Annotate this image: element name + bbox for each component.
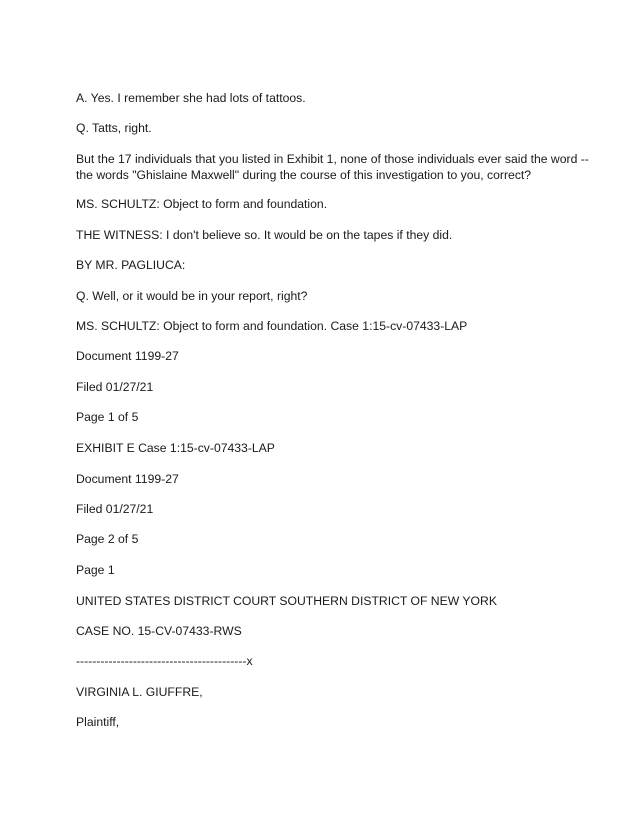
text-line: VIRGINIA L. GIUFFRE, (76, 685, 203, 699)
text-line: Filed 01/27/21 (76, 380, 154, 394)
text-line: CASE NO. 15-CV-07433-RWS (76, 624, 242, 638)
text-line: Page 2 of 5 (76, 532, 139, 546)
text-line: Page 1 of 5 (76, 410, 139, 424)
text-line: EXHIBIT E Case 1:15-cv-07433-LAP (76, 441, 275, 455)
text-line: Plaintiff, (76, 715, 120, 729)
text-line: Page 1 (76, 563, 115, 577)
text-line: Document 1199-27 (76, 349, 179, 363)
text-line: Document 1199-27 (76, 472, 179, 486)
text-line: THE WITNESS: I don't believe so. It would be on the tapes if they did. (76, 228, 453, 242)
text-line: the words "Ghislaine Maxwell" during the course of this investigation to you, correct? (76, 168, 532, 182)
text-line: A. Yes. I remember she had lots of tattoos. (76, 91, 306, 105)
text-line: Filed 01/27/21 (76, 502, 154, 516)
text-line: But the 17 individuals that you listed in Exhibit 1, none of those individuals ever said the word -- (76, 152, 589, 166)
text-line: BY MR. PAGLIUCA: (76, 258, 186, 272)
text-line: MS. SCHULTZ: Object to form and foundation. Case 1:15-cv-07433-LAP (76, 319, 468, 333)
text-line: MS. SCHULTZ: Object to form and foundation. (76, 197, 328, 211)
text-line: Q. Well, or it would be in your report, right? (76, 289, 308, 303)
text-line: Q. Tatts, right. (76, 121, 152, 135)
separator-line: ------------------------------------------x (76, 654, 253, 668)
text-line: UNITED STATES DISTRICT COURT SOUTHERN DISTRICT OF NEW YORK (76, 594, 497, 608)
